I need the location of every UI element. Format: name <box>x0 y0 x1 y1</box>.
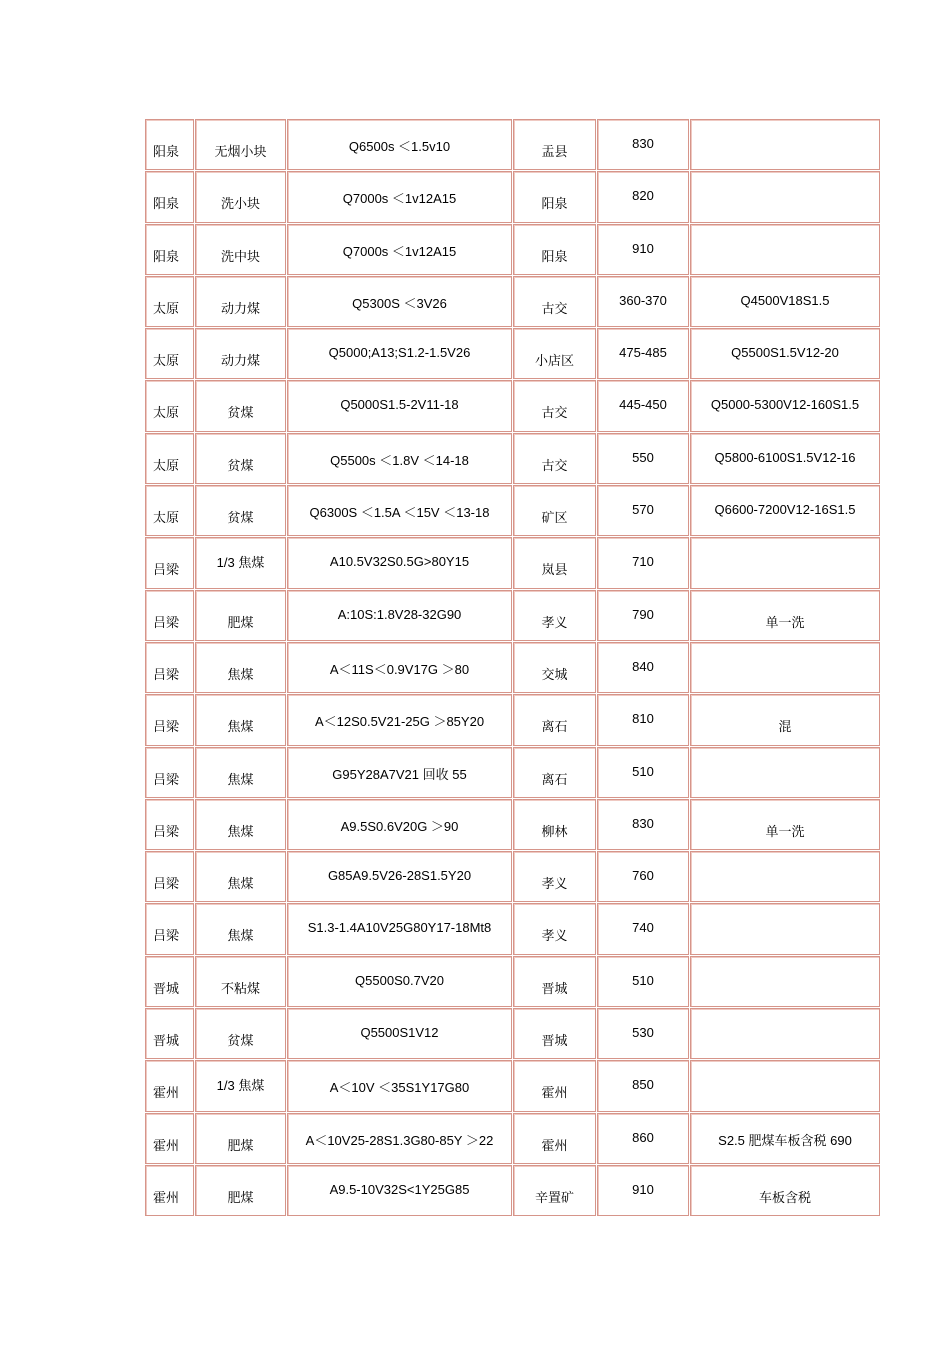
note-cell <box>690 903 880 954</box>
note-cell-text: 车板含税 <box>758 1190 811 1206</box>
price-cell-text: 740 <box>632 920 654 936</box>
note-cell <box>690 1165 880 1216</box>
note-cell <box>690 1113 880 1164</box>
spec-cell <box>287 1165 512 1216</box>
spec-cell-text: Q5000S1.5-2V11-18 <box>340 397 459 413</box>
price-cell <box>597 171 689 222</box>
region-cell-text: 霍州 <box>153 1086 180 1102</box>
coal-type-cell <box>195 903 286 954</box>
region-cell-text: 吕梁 <box>153 667 180 683</box>
origin-cell-text: 离石 <box>541 720 568 736</box>
spec-cell-text: Q5300S ＜3V26 <box>352 295 447 311</box>
note-cell <box>690 224 880 275</box>
spec-cell <box>287 433 512 484</box>
spec-cell <box>287 903 512 954</box>
spec-cell-text: Q5500s ＜1.8V ＜14-18 <box>330 452 469 468</box>
note-cell <box>690 171 880 222</box>
region-cell <box>145 1060 194 1111</box>
spec-cell <box>287 119 512 170</box>
origin-cell <box>513 851 596 902</box>
coal-type-cell <box>195 642 286 693</box>
coal-type-cell <box>195 747 286 798</box>
spec-cell-text: A＜11S＜0.9V17G ＞80 <box>329 661 470 677</box>
region-cell <box>145 903 194 954</box>
region-cell-text: 吕梁 <box>153 615 180 631</box>
note-cell <box>690 694 880 745</box>
origin-cell <box>513 590 596 641</box>
price-cell <box>597 485 689 536</box>
origin-cell <box>513 1165 596 1216</box>
spec-cell <box>287 171 512 222</box>
origin-cell-text: 小店区 <box>534 354 574 370</box>
coal-type-cell <box>195 1113 286 1164</box>
origin-cell <box>513 694 596 745</box>
coal-type-cell <box>195 1165 286 1216</box>
coal-type-cell <box>195 799 286 850</box>
spec-cell-text: G85A9.5V26-28S1.5Y20 <box>327 868 472 884</box>
region-cell-text: 吕梁 <box>153 929 180 945</box>
region-cell <box>145 1113 194 1164</box>
note-cell-text: 单一洗 <box>765 615 805 631</box>
spec-cell <box>287 380 512 431</box>
note-cell-text: Q5500S1.5V12-20 <box>731 345 839 361</box>
origin-cell-text: 古交 <box>541 301 568 317</box>
price-cell-text: 510 <box>632 972 654 988</box>
region-cell <box>145 956 194 1007</box>
note-cell-text: 单一洗 <box>765 824 805 840</box>
origin-cell-text: 晋城 <box>541 1034 568 1050</box>
origin-cell <box>513 119 596 170</box>
note-cell-text: Q5000-5300V12-160S1.5 <box>710 397 860 413</box>
coal-type-cell <box>195 956 286 1007</box>
note-cell <box>690 537 880 588</box>
region-cell <box>145 642 194 693</box>
spec-cell <box>287 642 512 693</box>
coal-type-cell-text: 动力煤 <box>220 301 260 317</box>
price-cell <box>597 1060 689 1111</box>
price-cell-text: 510 <box>632 763 654 779</box>
region-cell <box>145 590 194 641</box>
coal-type-cell-text: 焦煤 <box>227 929 254 945</box>
region-cell <box>145 1165 194 1216</box>
coal-type-cell-text: 贫煤 <box>227 511 254 527</box>
price-cell-text: 910 <box>632 240 654 256</box>
region-cell-text: 阳泉 <box>153 249 180 265</box>
origin-cell-text: 矿区 <box>541 511 568 527</box>
origin-cell-text: 霍州 <box>541 1138 568 1154</box>
note-cell-text: Q4500V18S1.5 <box>740 292 830 308</box>
region-cell-text: 吕梁 <box>153 824 180 840</box>
spec-cell <box>287 276 512 327</box>
region-cell-text: 太原 <box>153 354 180 370</box>
origin-cell-text: 辛置矿 <box>534 1190 574 1206</box>
price-cell <box>597 747 689 798</box>
coal-type-cell-text: 洗小块 <box>220 197 260 213</box>
region-cell <box>145 171 194 222</box>
region-cell-text: 晋城 <box>153 981 180 997</box>
coal-type-cell-text: 不粘煤 <box>220 981 260 997</box>
note-cell <box>690 956 880 1007</box>
spec-cell-text: A9.5S0.6V20G ＞90 <box>340 818 459 834</box>
origin-cell <box>513 799 596 850</box>
price-cell-text: 570 <box>632 502 654 518</box>
origin-cell-text: 柳林 <box>541 824 568 840</box>
coal-type-cell-text: 1/3 焦煤 <box>216 555 265 571</box>
origin-cell-text: 阳泉 <box>541 197 568 213</box>
coal-type-cell-text: 焦煤 <box>227 720 254 736</box>
price-cell-text: 445-450 <box>619 397 667 413</box>
price-cell-text: 860 <box>632 1129 654 1145</box>
coal-type-cell-text: 动力煤 <box>220 354 260 370</box>
price-cell-text: 840 <box>632 658 654 674</box>
price-cell <box>597 537 689 588</box>
price-cell-text: 850 <box>632 1077 654 1093</box>
price-cell <box>597 1165 689 1216</box>
price-cell <box>597 119 689 170</box>
origin-cell-text: 盂县 <box>541 145 568 160</box>
price-cell <box>597 328 689 379</box>
region-cell-text: 吕梁 <box>153 877 180 893</box>
note-cell-text: Q6600-7200V12-16S1.5 <box>714 502 856 518</box>
spec-cell-text: A＜12S0.5V21-25G ＞85Y20 <box>314 714 485 730</box>
coal-type-cell-text: 焦煤 <box>227 877 254 893</box>
price-cell-text: 710 <box>632 554 654 570</box>
note-cell <box>690 485 880 536</box>
note-cell <box>690 380 880 431</box>
origin-cell <box>513 485 596 536</box>
spec-cell <box>287 694 512 745</box>
spec-cell-text: Q5500S0.7V20 <box>355 972 444 988</box>
origin-cell-text: 古交 <box>541 458 568 474</box>
price-cell <box>597 642 689 693</box>
note-cell <box>690 119 880 170</box>
price-cell-text: 550 <box>632 449 654 465</box>
origin-cell <box>513 171 596 222</box>
coal-type-cell <box>195 485 286 536</box>
origin-cell <box>513 642 596 693</box>
coal-type-cell-text: 肥煤 <box>227 615 254 631</box>
price-cell <box>597 1113 689 1164</box>
region-cell-text: 吕梁 <box>153 563 180 579</box>
coal-type-cell <box>195 380 286 431</box>
spec-cell-text: Q5000;A13;S1.2-1.5V26 <box>328 345 471 361</box>
price-cell-text: 475-485 <box>619 345 667 361</box>
region-cell <box>145 485 194 536</box>
price-cell-text: 820 <box>632 188 654 204</box>
price-cell-text: 530 <box>632 1025 654 1041</box>
spec-cell-text: G95Y28A7V21 回收 55 <box>332 766 467 782</box>
region-cell-text: 太原 <box>153 458 180 474</box>
price-cell-text: 910 <box>632 1181 654 1197</box>
origin-cell-text: 交城 <box>541 667 568 683</box>
region-cell <box>145 224 194 275</box>
spec-cell-text: S1.3-1.4A10V25G80Y17-18Mt8 <box>307 920 492 936</box>
region-cell-text: 晋城 <box>153 1034 180 1050</box>
spec-cell <box>287 1008 512 1059</box>
spec-cell-text: Q7000s ＜1v12A15 <box>342 191 457 207</box>
coal-type-cell-text: 肥煤 <box>227 1138 254 1154</box>
coal-type-cell-text: 肥煤 <box>227 1190 254 1206</box>
region-cell <box>145 433 194 484</box>
region-cell-text: 霍州 <box>153 1190 180 1206</box>
coal-type-cell <box>195 1008 286 1059</box>
region-cell-text: 太原 <box>153 406 180 422</box>
spec-cell <box>287 224 512 275</box>
spec-cell-text: Q6300S ＜1.5A ＜15V ＜13-18 <box>309 505 490 521</box>
origin-cell-text: 离石 <box>541 772 568 788</box>
price-cell-text: 360-370 <box>619 292 667 308</box>
origin-cell <box>513 956 596 1007</box>
coal-type-cell-text: 洗中块 <box>220 249 260 265</box>
origin-cell-text: 孝义 <box>541 929 568 945</box>
spec-cell-text: Q6500s ＜1.5v10 <box>348 139 451 154</box>
price-cell <box>597 380 689 431</box>
spec-cell <box>287 485 512 536</box>
region-cell <box>145 747 194 798</box>
price-cell-text: 760 <box>632 868 654 884</box>
spec-cell-text: A10.5V32S0.5G>80Y15 <box>329 554 470 570</box>
origin-cell <box>513 276 596 327</box>
price-cell <box>597 590 689 641</box>
origin-cell <box>513 903 596 954</box>
origin-cell-text: 孝义 <box>541 877 568 893</box>
price-cell <box>597 799 689 850</box>
price-cell <box>597 956 689 1007</box>
spec-cell-text: A:10S:1.8V28-32G90 <box>337 606 462 622</box>
region-cell <box>145 537 194 588</box>
note-cell <box>690 747 880 798</box>
coal-type-cell <box>195 433 286 484</box>
origin-cell-text: 晋城 <box>541 981 568 997</box>
note-cell <box>690 851 880 902</box>
spec-cell <box>287 956 512 1007</box>
origin-cell <box>513 1060 596 1111</box>
spec-cell <box>287 1060 512 1111</box>
origin-cell <box>513 537 596 588</box>
origin-cell-text: 岚县 <box>541 563 568 579</box>
price-cell <box>597 1008 689 1059</box>
region-cell <box>145 1008 194 1059</box>
coal-type-cell <box>195 537 286 588</box>
note-cell <box>690 1008 880 1059</box>
price-cell-text: 790 <box>632 606 654 622</box>
coal-type-cell-text: 焦煤 <box>227 772 254 788</box>
coal-type-cell-text: 贫煤 <box>227 458 254 474</box>
spec-cell <box>287 799 512 850</box>
region-cell-text: 霍州 <box>153 1138 180 1154</box>
note-cell <box>690 590 880 641</box>
note-cell-text: 混 <box>778 720 792 736</box>
coal-type-cell <box>195 1060 286 1111</box>
coal-type-cell <box>195 694 286 745</box>
region-cell <box>145 380 194 431</box>
region-cell-text: 阳泉 <box>153 197 180 213</box>
spec-cell <box>287 851 512 902</box>
note-cell <box>690 276 880 327</box>
region-cell <box>145 276 194 327</box>
spec-cell-text: A9.5-10V32S<1Y25G85 <box>329 1181 470 1197</box>
note-cell <box>690 642 880 693</box>
price-cell-text: 830 <box>632 136 654 151</box>
spec-cell <box>287 328 512 379</box>
region-cell-text: 吕梁 <box>153 772 180 788</box>
origin-cell-text: 古交 <box>541 406 568 422</box>
coal-type-cell <box>195 851 286 902</box>
note-cell <box>690 433 880 484</box>
origin-cell <box>513 433 596 484</box>
coal-type-cell <box>195 171 286 222</box>
spec-cell <box>287 1113 512 1164</box>
coal-type-cell-text: 贫煤 <box>227 1034 254 1050</box>
origin-cell-text: 孝义 <box>541 615 568 631</box>
spec-cell <box>287 590 512 641</box>
region-cell <box>145 799 194 850</box>
region-cell-text: 太原 <box>153 511 180 527</box>
price-cell <box>597 433 689 484</box>
note-cell <box>690 328 880 379</box>
price-cell <box>597 276 689 327</box>
origin-cell <box>513 224 596 275</box>
spec-cell-text: A＜10V25-28S1.3G80-85Y ＞22 <box>305 1132 494 1148</box>
origin-cell <box>513 1113 596 1164</box>
region-cell <box>145 119 194 170</box>
origin-cell <box>513 380 596 431</box>
price-cell-text: 830 <box>632 815 654 831</box>
region-cell <box>145 851 194 902</box>
coal-type-cell-text: 贫煤 <box>227 406 254 422</box>
price-cell-text: 810 <box>632 711 654 727</box>
coal-type-cell-text: 无烟小块 <box>214 145 267 160</box>
spec-cell <box>287 537 512 588</box>
region-cell <box>145 328 194 379</box>
region-cell-text: 吕梁 <box>153 720 180 736</box>
region-cell <box>145 694 194 745</box>
coal-type-cell <box>195 328 286 379</box>
coal-type-cell <box>195 276 286 327</box>
origin-cell <box>513 1008 596 1059</box>
coal-type-cell <box>195 590 286 641</box>
price-cell <box>597 224 689 275</box>
origin-cell-text: 霍州 <box>541 1086 568 1102</box>
note-cell <box>690 799 880 850</box>
spec-cell-text: Q5500S1V12 <box>360 1025 439 1041</box>
spec-cell <box>287 747 512 798</box>
origin-cell <box>513 328 596 379</box>
coal-price-table <box>145 119 881 1217</box>
origin-cell-text: 阳泉 <box>541 249 568 265</box>
coal-type-cell <box>195 119 286 170</box>
coal-type-cell-text: 焦煤 <box>227 667 254 683</box>
coal-type-cell <box>195 224 286 275</box>
coal-type-cell-text: 焦煤 <box>227 824 254 840</box>
note-cell-text: S2.5 肥煤车板含税 690 <box>718 1132 852 1148</box>
price-cell <box>597 694 689 745</box>
spec-cell-text: A＜10V ＜35S1Y17G80 <box>329 1080 470 1096</box>
price-cell <box>597 851 689 902</box>
note-cell <box>690 1060 880 1111</box>
coal-type-cell-text: 1/3 焦煤 <box>216 1078 265 1094</box>
region-cell-text: 阳泉 <box>153 145 180 160</box>
note-cell-text: Q5800-6100S1.5V12-16 <box>714 449 856 465</box>
price-cell <box>597 903 689 954</box>
region-cell-text: 太原 <box>153 301 180 317</box>
origin-cell <box>513 747 596 798</box>
spec-cell-text: Q7000s ＜1v12A15 <box>342 243 457 259</box>
